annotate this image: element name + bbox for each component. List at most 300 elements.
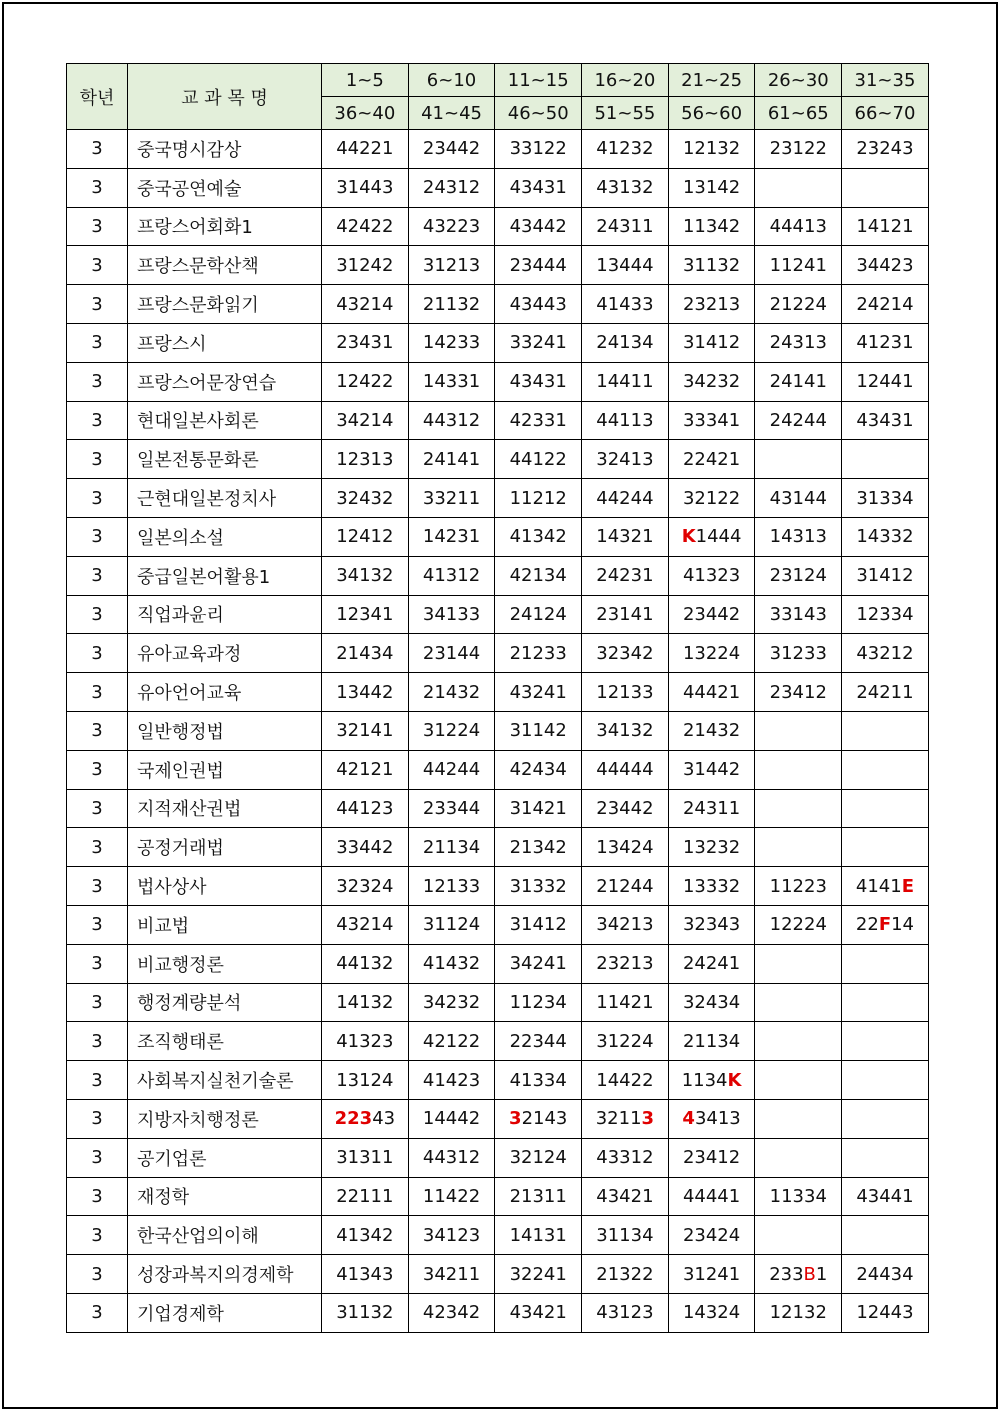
table-row: [67, 1099, 929, 1138]
answer-cell: 14233: [408, 323, 495, 362]
answer-cell: 14422: [582, 1061, 669, 1100]
answer-cell: 34211: [408, 1255, 495, 1294]
answer-cell: 32413: [582, 440, 669, 479]
answer-cell: [842, 711, 929, 750]
answer-cell: 24231: [582, 556, 669, 595]
answer-cell: 31442: [668, 750, 755, 789]
answer-cell: [842, 168, 929, 207]
header-grade: 학년: [67, 64, 128, 130]
answer-cell: 12313: [322, 440, 409, 479]
table-row: [67, 711, 929, 750]
header-range-top: 16~20: [582, 64, 669, 97]
answer-cell: 31132: [668, 246, 755, 285]
grade-cell: 3: [67, 556, 128, 595]
answer-cell: 31224: [582, 1022, 669, 1061]
header-range-bottom: 61~65: [755, 97, 842, 130]
answer-cell: [842, 828, 929, 867]
grade-cell: 3: [67, 1293, 128, 1332]
subject-cell: 근현대일본정치사: [128, 479, 322, 518]
answer-cell: 12132: [668, 130, 755, 169]
grade-cell: 3: [67, 440, 128, 479]
answer-cell: 32432: [322, 479, 409, 518]
subject-cell: 행정계량분석: [128, 983, 322, 1022]
answer-cell: 11212: [495, 479, 582, 518]
answer-cell: 44244: [408, 750, 495, 789]
grade-cell: 3: [67, 479, 128, 518]
subject-cell: 중급일본어활용1: [128, 556, 322, 595]
answer-cell: 23344: [408, 789, 495, 828]
table-row: [67, 1293, 929, 1332]
grade-cell: 3: [67, 750, 128, 789]
answer-cell: 31334: [842, 479, 929, 518]
answer-segment: 1444: [695, 526, 742, 548]
answer-cell: 21434: [322, 634, 409, 673]
header-range-top: 21~25: [668, 64, 755, 97]
answer-cell: 31241: [668, 1255, 755, 1294]
highlighted-answer: K: [727, 1069, 742, 1091]
answer-cell: 44444: [582, 750, 669, 789]
answer-cell: [668, 1061, 755, 1100]
answer-cell: 31134: [582, 1216, 669, 1255]
answer-cell: 44122: [495, 440, 582, 479]
answer-cell: 24141: [755, 362, 842, 401]
header-range-bottom: 46~50: [495, 97, 582, 130]
answer-cell: 22111: [322, 1177, 409, 1216]
answer-cell: 32122: [668, 479, 755, 518]
subject-cell: 국제인권법: [128, 750, 322, 789]
answer-cell: [755, 1099, 842, 1138]
answer-cell: 31233: [755, 634, 842, 673]
answer-cell: 31412: [495, 905, 582, 944]
highlighted-answer: 3: [509, 1108, 522, 1130]
header-range-bottom: 36~40: [322, 97, 409, 130]
subject-cell: 비교법: [128, 905, 322, 944]
answer-cell: 43421: [495, 1293, 582, 1332]
answer-segment: 22: [855, 914, 879, 936]
answer-cell: 32434: [668, 983, 755, 1022]
answer-cell: 21233: [495, 634, 582, 673]
answer-cell: 32342: [582, 634, 669, 673]
answer-cell: 22344: [495, 1022, 582, 1061]
subject-cell: 프랑스어문장연습: [128, 362, 322, 401]
subject-cell: 프랑스문학산책: [128, 246, 322, 285]
answer-cell: 33241: [495, 323, 582, 362]
answer-cell: 11241: [755, 246, 842, 285]
answer-cell: 31242: [322, 246, 409, 285]
table-row: [67, 517, 929, 556]
answer-cell: 44421: [668, 673, 755, 712]
answer-cell: 13232: [668, 828, 755, 867]
table-row: [67, 1138, 929, 1177]
answer-cell: 24134: [582, 323, 669, 362]
grade-cell: 3: [67, 401, 128, 440]
answer-cell: 14313: [755, 517, 842, 556]
subject-cell: 유아교육과정: [128, 634, 322, 673]
answer-cell: 43214: [322, 905, 409, 944]
answer-cell: 21224: [755, 285, 842, 324]
table-row: [67, 789, 929, 828]
table-row: [67, 1177, 929, 1216]
table-row: [67, 556, 929, 595]
answer-cell: 43441: [842, 1177, 929, 1216]
answer-cell: 33442: [322, 828, 409, 867]
header-subject: 교 과 목 명: [128, 64, 322, 130]
answer-segment: 14: [891, 914, 915, 936]
answer-cell: 23144: [408, 634, 495, 673]
answer-cell: [582, 1099, 669, 1138]
answer-cell: 34241: [495, 944, 582, 983]
answer-cell: 43214: [322, 285, 409, 324]
answer-cell: [842, 440, 929, 479]
subject-cell: 프랑스시: [128, 323, 322, 362]
answer-cell: [755, 750, 842, 789]
answer-cell: 13224: [668, 634, 755, 673]
answer-cell: 21134: [408, 828, 495, 867]
subject-cell: 재정학: [128, 1177, 322, 1216]
answer-cell: [755, 944, 842, 983]
answer-cell: 33122: [495, 130, 582, 169]
answer-cell: [842, 1138, 929, 1177]
grade-cell: 3: [67, 207, 128, 246]
answer-cell: 12412: [322, 517, 409, 556]
table-row: [67, 595, 929, 634]
answer-segment: 3211: [595, 1108, 642, 1130]
grade-cell: 3: [67, 130, 128, 169]
highlighted-answer: 2: [334, 1108, 348, 1130]
answer-cell: 31132: [322, 1293, 409, 1332]
header-range-bottom: 66~70: [842, 97, 929, 130]
answer-cell: 44312: [408, 401, 495, 440]
answer-cell: 41231: [842, 323, 929, 362]
answer-cell: 32141: [322, 711, 409, 750]
table-row: [67, 867, 929, 906]
grade-cell: 3: [67, 168, 128, 207]
answer-cell: 24311: [582, 207, 669, 246]
answer-cell: 13124: [322, 1061, 409, 1100]
answer-cell: 23213: [582, 944, 669, 983]
table-row: [67, 168, 929, 207]
subject-cell: 중국명시감상: [128, 130, 322, 169]
answer-cell: 14331: [408, 362, 495, 401]
answer-cell: [755, 828, 842, 867]
answer-cell: 41342: [495, 517, 582, 556]
answer-cell: 11223: [755, 867, 842, 906]
answer-cell: 43312: [582, 1138, 669, 1177]
answer-cell: 14321: [582, 517, 669, 556]
answer-cell: [842, 750, 929, 789]
table-row: [67, 634, 929, 673]
answer-cell: [755, 1022, 842, 1061]
answer-cell: [842, 944, 929, 983]
subject-cell: 기업경제학: [128, 1293, 322, 1332]
answer-cell: 33211: [408, 479, 495, 518]
answer-cell: 14332: [842, 517, 929, 556]
answer-cell: 31142: [495, 711, 582, 750]
answer-cell: 41433: [582, 285, 669, 324]
answer-cell: 43442: [495, 207, 582, 246]
answer-cell: 11421: [582, 983, 669, 1022]
answer-cell: 23442: [582, 789, 669, 828]
answer-cell: 12422: [322, 362, 409, 401]
answer-cell: 24124: [495, 595, 582, 634]
answer-cell: 41423: [408, 1061, 495, 1100]
answer-cell: 12133: [582, 673, 669, 712]
grade-cell: 3: [67, 1255, 128, 1294]
subject-cell: 중국공연예술: [128, 168, 322, 207]
answer-cell: 42331: [495, 401, 582, 440]
subject-cell: 지방자치행정론: [128, 1099, 322, 1138]
answer-cell: 24141: [408, 440, 495, 479]
answer-cell: 43144: [755, 479, 842, 518]
answer-cell: 21244: [582, 867, 669, 906]
grade-cell: 3: [67, 905, 128, 944]
answer-cell: 21322: [582, 1255, 669, 1294]
answer-key-table: [66, 63, 929, 1333]
subject-cell: 지적재산권법: [128, 789, 322, 828]
answer-cell: 43223: [408, 207, 495, 246]
table-row: [67, 246, 929, 285]
answer-cell: 34232: [408, 983, 495, 1022]
answer-cell: 23412: [755, 673, 842, 712]
answer-cell: 33341: [668, 401, 755, 440]
highlighted-answer: B: [803, 1263, 816, 1285]
answer-cell: 43431: [495, 168, 582, 207]
answer-cell: 21132: [408, 285, 495, 324]
table-row: [67, 401, 929, 440]
answer-cell: 31213: [408, 246, 495, 285]
answer-cell: 14411: [582, 362, 669, 401]
subject-cell: 현대일본사회론: [128, 401, 322, 440]
answer-cell: 23243: [842, 130, 929, 169]
table-row: [67, 1022, 929, 1061]
answer-cell: 21311: [495, 1177, 582, 1216]
answer-cell: 42422: [322, 207, 409, 246]
answer-cell: 41232: [582, 130, 669, 169]
answer-cell: 14132: [322, 983, 409, 1022]
table-row: [67, 440, 929, 479]
subject-cell: 비교행정론: [128, 944, 322, 983]
answer-cell: 34123: [408, 1216, 495, 1255]
answer-cell: [755, 1061, 842, 1100]
table-row: [67, 130, 929, 169]
table-row: [67, 905, 929, 944]
table-row: [67, 673, 929, 712]
answer-cell: 32343: [668, 905, 755, 944]
answer-cell: 41323: [668, 556, 755, 595]
highlighted-answer: F: [878, 914, 892, 936]
answer-cell: 11234: [495, 983, 582, 1022]
answer-cell: [842, 983, 929, 1022]
answer-segment: 2143: [521, 1108, 568, 1130]
grade-cell: 3: [67, 1099, 128, 1138]
answer-cell: [842, 1022, 929, 1061]
answer-cell: 21134: [668, 1022, 755, 1061]
header-range-top: 11~15: [495, 64, 582, 97]
subject-cell: 공정거래법: [128, 828, 322, 867]
answer-cell: [668, 517, 755, 556]
table-row: [67, 750, 929, 789]
answer-cell: [755, 983, 842, 1022]
answer-cell: [842, 905, 929, 944]
highlighted-answer: 3: [641, 1108, 655, 1130]
answer-cell: 23442: [668, 595, 755, 634]
grade-cell: 3: [67, 1061, 128, 1100]
answer-cell: 43212: [842, 634, 929, 673]
answer-cell: 24311: [668, 789, 755, 828]
answer-cell: 44221: [322, 130, 409, 169]
answer-cell: 24244: [755, 401, 842, 440]
answer-cell: 31332: [495, 867, 582, 906]
answer-cell: 23124: [755, 556, 842, 595]
answer-cell: 24241: [668, 944, 755, 983]
subject-cell: 한국산업의이해: [128, 1216, 322, 1255]
highlighted-answer: E: [901, 875, 915, 897]
answer-cell: [755, 711, 842, 750]
answer-cell: 23442: [408, 130, 495, 169]
answer-cell: [755, 1255, 842, 1294]
subject-cell: 조직행태론: [128, 1022, 322, 1061]
answer-cell: 21432: [668, 711, 755, 750]
answer-cell: [755, 1138, 842, 1177]
answer-cell: 43241: [495, 673, 582, 712]
answer-cell: 42134: [495, 556, 582, 595]
table-body: [67, 130, 929, 1333]
answer-cell: [495, 1099, 582, 1138]
answer-cell: 24312: [408, 168, 495, 207]
answer-cell: 44312: [408, 1138, 495, 1177]
grade-cell: 3: [67, 323, 128, 362]
answer-cell: 42434: [495, 750, 582, 789]
answer-cell: 31124: [408, 905, 495, 944]
subject-cell: 유아언어교육: [128, 673, 322, 712]
answer-cell: 14324: [668, 1293, 755, 1332]
grade-cell: 3: [67, 362, 128, 401]
answer-cell: 14121: [842, 207, 929, 246]
answer-cell: 14231: [408, 517, 495, 556]
grade-cell: 3: [67, 1138, 128, 1177]
answer-cell: 34132: [322, 556, 409, 595]
subject-cell: 프랑스문화읽기: [128, 285, 322, 324]
subject-cell: 사회복지실천기술론: [128, 1061, 322, 1100]
answer-segment: 233: [769, 1263, 804, 1285]
subject-cell: 공기업론: [128, 1138, 322, 1177]
grade-cell: 3: [67, 634, 128, 673]
grade-cell: 3: [67, 673, 128, 712]
answer-cell: [755, 168, 842, 207]
answer-cell: 42342: [408, 1293, 495, 1332]
answer-cell: [322, 1099, 409, 1138]
grade-cell: 3: [67, 983, 128, 1022]
table-row: [67, 828, 929, 867]
header-range-bottom: 51~55: [582, 97, 669, 130]
answer-segment: 4141: [855, 875, 902, 897]
grade-cell: 3: [67, 595, 128, 634]
answer-cell: 32241: [495, 1255, 582, 1294]
answer-cell: 32324: [322, 867, 409, 906]
answer-cell: 21342: [495, 828, 582, 867]
answer-cell: 14131: [495, 1216, 582, 1255]
answer-cell: 23444: [495, 246, 582, 285]
grade-cell: 3: [67, 944, 128, 983]
answer-cell: 24214: [842, 285, 929, 324]
header-range-top: 6~10: [408, 64, 495, 97]
answer-cell: 44441: [668, 1177, 755, 1216]
answer-cell: 13424: [582, 828, 669, 867]
answer-cell: [668, 1099, 755, 1138]
answer-cell: 23122: [755, 130, 842, 169]
grade-cell: 3: [67, 1177, 128, 1216]
table-row: [67, 285, 929, 324]
answer-cell: 22421: [668, 440, 755, 479]
answer-cell: [842, 1099, 929, 1138]
answer-cell: 34232: [668, 362, 755, 401]
answer-cell: 11342: [668, 207, 755, 246]
answer-cell: 41342: [322, 1216, 409, 1255]
answer-cell: 31311: [322, 1138, 409, 1177]
answer-cell: 43132: [582, 168, 669, 207]
answer-cell: 13444: [582, 246, 669, 285]
answer-cell: 41432: [408, 944, 495, 983]
answer-cell: 34132: [582, 711, 669, 750]
highlighted-answer: K: [681, 526, 696, 548]
answer-cell: [755, 1216, 842, 1255]
answer-cell: 43443: [495, 285, 582, 324]
answer-cell: [842, 867, 929, 906]
answer-cell: 23213: [668, 285, 755, 324]
answer-cell: 34214: [322, 401, 409, 440]
answer-cell: 44244: [582, 479, 669, 518]
answer-cell: [842, 789, 929, 828]
subject-cell: 일반행정법: [128, 711, 322, 750]
header-range-top: 26~30: [755, 64, 842, 97]
header-range-bottom: 41~45: [408, 97, 495, 130]
table-row: [67, 983, 929, 1022]
answer-cell: 12224: [755, 905, 842, 944]
answer-segment: 1: [815, 1263, 828, 1285]
highlighted-answer: 4: [682, 1108, 695, 1130]
answer-cell: 21432: [408, 673, 495, 712]
table-row: [67, 1216, 929, 1255]
answer-cell: 34213: [582, 905, 669, 944]
answer-cell: 13332: [668, 867, 755, 906]
answer-cell: [842, 1061, 929, 1100]
answer-cell: 11422: [408, 1177, 495, 1216]
answer-cell: 13442: [322, 673, 409, 712]
answer-cell: 34423: [842, 246, 929, 285]
answer-segment: 3413: [694, 1108, 741, 1130]
answer-cell: 12441: [842, 362, 929, 401]
answer-cell: 12133: [408, 867, 495, 906]
subject-cell: 법사상사: [128, 867, 322, 906]
answer-cell: 44413: [755, 207, 842, 246]
subject-cell: 일본의소설: [128, 517, 322, 556]
answer-cell: 12334: [842, 595, 929, 634]
answer-cell: 24313: [755, 323, 842, 362]
answer-cell: 33143: [755, 595, 842, 634]
answer-cell: [755, 789, 842, 828]
grade-cell: 3: [67, 867, 128, 906]
answer-cell: [842, 1216, 929, 1255]
grade-cell: 3: [67, 1216, 128, 1255]
answer-cell: 41343: [322, 1255, 409, 1294]
answer-cell: 43123: [582, 1293, 669, 1332]
answer-cell: 44123: [322, 789, 409, 828]
answer-segment: 43: [372, 1108, 396, 1130]
table-row: [67, 362, 929, 401]
table-header: [67, 64, 929, 130]
table-row: [67, 479, 929, 518]
answer-cell: 24434: [842, 1255, 929, 1294]
